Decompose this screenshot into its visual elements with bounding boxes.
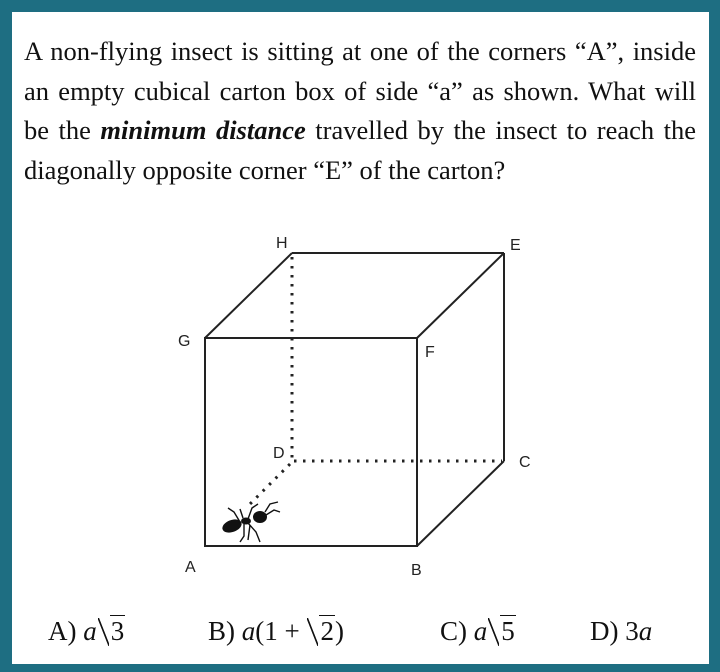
front-face (205, 338, 417, 546)
question-emphasis: minimum distance (100, 115, 306, 145)
option-d[interactable] (590, 616, 652, 647)
option-a-radicand: 3 (110, 616, 125, 646)
option-b-close: ) (334, 616, 344, 646)
vertex-label-d: D (273, 445, 285, 462)
vertex-label-f: F (425, 344, 435, 361)
question-card (12, 12, 709, 664)
edge-f-e (417, 253, 504, 338)
option-c-prefix: C) (440, 616, 474, 646)
option-b-var: a (241, 616, 256, 646)
hidden-edges (250, 257, 502, 504)
edge-b-c (417, 461, 504, 546)
option-a[interactable] (48, 616, 125, 647)
option-b-prefix: B) (208, 616, 242, 646)
option-c-var: a (473, 616, 488, 646)
option-d-var: a (638, 616, 653, 646)
option-c[interactable] (440, 616, 516, 647)
vertex-label-c: C (519, 454, 531, 471)
option-d-coef: 3 (625, 616, 639, 646)
cube-figure (12, 12, 709, 612)
sqrt-icon (488, 616, 516, 647)
option-a-prefix: A) (48, 616, 84, 646)
edge-g-h (205, 253, 292, 338)
option-c-radicand: 5 (501, 616, 515, 646)
sqrt-icon (307, 616, 335, 647)
option-a-var: a (83, 616, 97, 646)
hidden-edge-d-a (250, 464, 290, 504)
option-b-radicand: 2 (320, 616, 334, 646)
option-b-open: (1 + (255, 616, 307, 646)
option-d-prefix: D) (590, 616, 626, 646)
vertex-label-b: B (411, 562, 422, 579)
answer-options (12, 616, 709, 656)
vertex-label-e: E (510, 237, 521, 254)
question-part-1: A non-flying insect is sitting at one of the corners “A”, inside an empty cubical carton box of side “a” as shown. What will be the (24, 36, 696, 145)
question-part-2: travelled by the insect to reach the diagonally opposite corner “E” of the carton? (24, 115, 697, 185)
vertex-label-a: A (185, 559, 196, 576)
vertex-label-g: G (178, 333, 191, 350)
option-b[interactable] (208, 616, 344, 647)
insect-icon (221, 502, 280, 542)
sqrt-icon (98, 616, 126, 647)
vertex-label-h: H (276, 235, 288, 252)
